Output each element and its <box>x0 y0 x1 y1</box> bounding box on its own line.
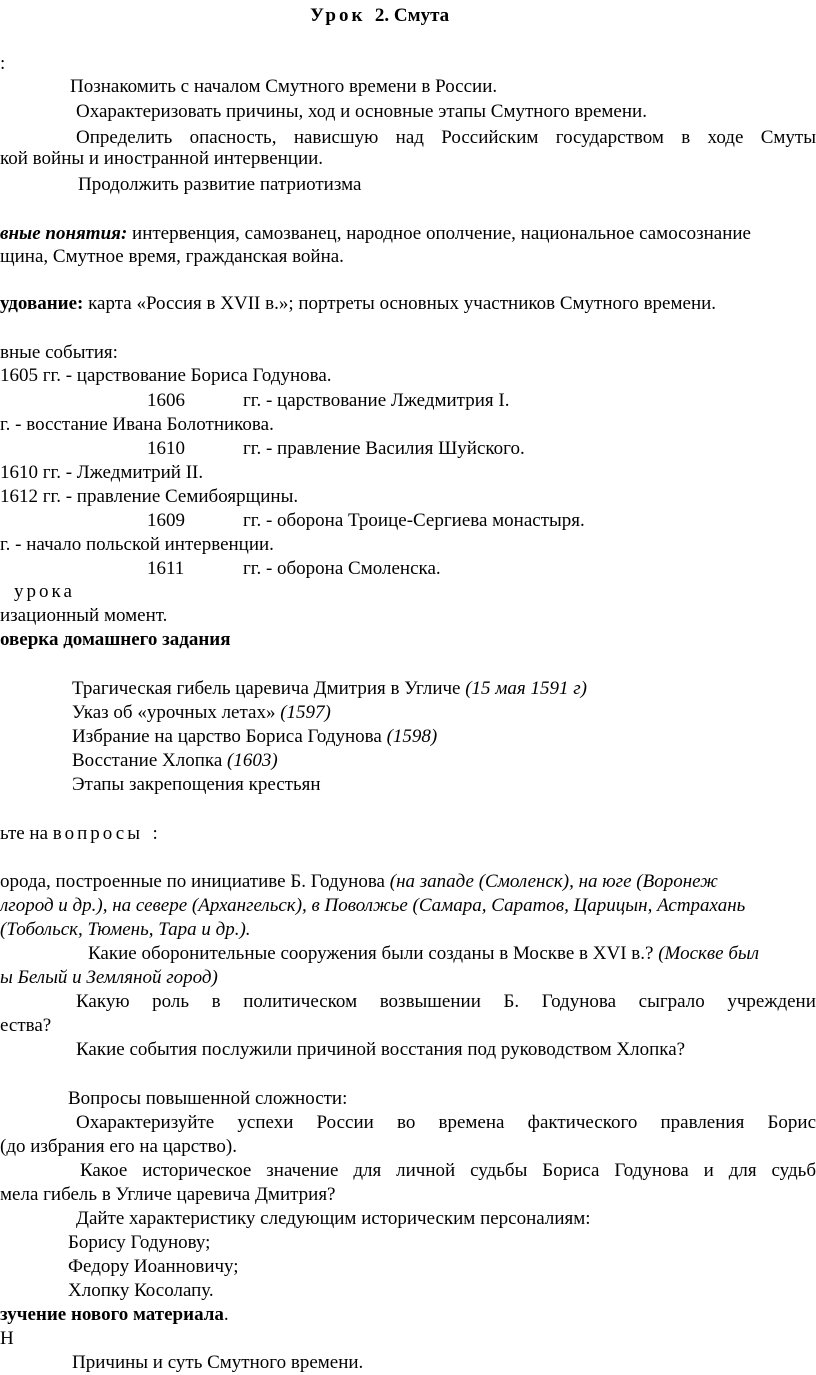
lesson-item-1: изационный момент. <box>0 605 168 626</box>
question-4: Какие события послужили причиной восстания под руководством Хлопка? <box>76 1039 686 1060</box>
homework-2: Указ об «урочных летах» (1597) <box>72 702 331 723</box>
advanced-question-2-line-2: мела гибель в Угличе царевича Дмитрия? <box>0 1184 336 1205</box>
word: Российским <box>441 127 539 148</box>
word: роль <box>152 991 190 1012</box>
word: Какое <box>80 1160 128 1181</box>
goals-label: : <box>0 53 6 74</box>
word: в <box>211 991 221 1012</box>
word: государством <box>555 127 664 148</box>
events-heading: вные события: <box>0 342 118 363</box>
advanced-question-2 <box>80 1159 816 1183</box>
event-1: 1605 гг. - царствование Бориса Годунова. <box>0 365 332 386</box>
word: Какую <box>76 991 130 1012</box>
event-3: г. - восстание Ивана Болотникова. <box>0 414 274 435</box>
event-4-text: гг. - правление Василия Шуйского. <box>243 438 525 459</box>
advanced-question-1-line-2: (до избрания его на царство). <box>0 1136 237 1157</box>
word: нависшую <box>293 127 379 148</box>
word: времена <box>438 1112 505 1133</box>
word: Б. <box>503 991 520 1012</box>
question-3 <box>76 990 816 1014</box>
word: фактического <box>527 1112 638 1133</box>
word: опасность, <box>189 127 277 148</box>
word: Смуты <box>760 127 816 148</box>
word: Годунова <box>541 991 617 1012</box>
advanced-question-1 <box>76 1111 816 1135</box>
word: Определить <box>76 127 173 148</box>
word: успехи <box>237 1112 294 1133</box>
homework-4: Восстание Хлопка (1603) <box>72 750 278 771</box>
event-9-year: 1611 <box>147 558 185 579</box>
goal-4: Продолжить развитие патриотизма <box>78 174 362 195</box>
word: над <box>395 127 424 148</box>
lesson-heading: урока <box>14 581 75 602</box>
homework-1: Трагическая гибель царевича Дмитрия в Угличе (15 мая 1591 г) <box>72 678 588 699</box>
question-2: Какие оборонительные сооружения были созданы в Москве в XVI в.? (Москве был <box>88 943 760 964</box>
question-1-line-1: орода, построенные по инициативе Б. Годунова (на западе (Смоленск), на юге (Воронеж <box>0 871 718 892</box>
question-2-line-2: ы Белый и Земляной город) <box>0 967 218 988</box>
word: и <box>703 1160 714 1181</box>
word: политическом <box>243 991 358 1012</box>
new-material-item-1: Причины и суть Смутного времени. <box>72 1352 364 1373</box>
word: Борис <box>767 1112 816 1133</box>
word: России <box>316 1112 374 1133</box>
questions-heading: ьте на вопросы : <box>0 823 158 844</box>
word: судьб <box>771 1160 816 1181</box>
word: ходе <box>707 127 744 148</box>
page-title: Урок 2. Смута <box>310 5 450 26</box>
homework-3: Избрание на царство Бориса Годунова (1598) <box>72 726 438 747</box>
advanced-question-3: Дайте характеристику следующим историческим персоналиям: <box>76 1208 591 1229</box>
word: Бориса <box>542 1160 600 1181</box>
word: учреждени <box>727 991 816 1012</box>
question-1-line-2: лгород и др.), на севере (Архангельск), в Поволжье (Самара, Саратов, Царицын, Астрахань <box>0 895 746 916</box>
event-2-year: 1606 <box>147 390 185 411</box>
person-1: Борису Годунову; <box>68 1232 211 1253</box>
word: личной <box>396 1160 456 1181</box>
question-3-line-2: ества? <box>0 1015 52 1036</box>
goal-3-cont: кой войны и иностранной интервенции. <box>0 148 324 169</box>
word: историческое <box>142 1160 252 1181</box>
new-material-heading: зучение нового материала. <box>0 1304 229 1325</box>
event-7-text: гг. - оборона Троице-Сергиева монастыря. <box>243 510 585 531</box>
word: возвышении <box>379 991 481 1012</box>
word: Годунова <box>614 1160 689 1181</box>
event-9-text: гг. - оборона Смоленска. <box>243 558 441 579</box>
event-4-year: 1610 <box>147 438 185 459</box>
goal-1: Познакомить с началом Смутного времени в России. <box>70 76 498 97</box>
event-7-year: 1609 <box>147 510 185 531</box>
equipment: удование: карта «Россия в XVII в.»; портреты основных участников Смутного времени. <box>0 293 717 314</box>
advanced-heading: Вопросы повышенной сложности: <box>68 1088 348 1109</box>
word: Охарактеризуйте <box>76 1112 215 1133</box>
person-3: Хлопку Косолапу. <box>68 1280 214 1301</box>
event-5: 1610 гг. - Лжедмитрий II. <box>0 462 204 483</box>
word: сыграло <box>638 991 705 1012</box>
concepts-line-2: щина, Смутное время, гражданская война. <box>0 246 344 267</box>
word: для <box>353 1160 382 1181</box>
question-1-line-3: (Тобольск, Тюмень, Тара и др.). <box>0 919 251 940</box>
event-6: 1612 гг. - правление Семибоярщины. <box>0 486 299 507</box>
homework-5: Этапы закрепощения крестьян <box>72 774 321 795</box>
event-2-text: гг. - царствование Лжедмитрия I. <box>243 390 510 411</box>
event-8: г. - начало польской интервенции. <box>0 534 274 555</box>
concepts-line-1: вные понятия: интервенция, самозванец, народное ополчение, национальное самосознание <box>0 223 751 244</box>
person-2: Федору Иоанновичу; <box>68 1256 239 1277</box>
word: судьбы <box>470 1160 528 1181</box>
word: во <box>396 1112 416 1133</box>
word: значение <box>266 1160 339 1181</box>
word: для <box>728 1160 757 1181</box>
word: правления <box>660 1112 745 1133</box>
goal-2: Охарактеризовать причины, ход и основные этапы Смутного времени. <box>76 101 647 122</box>
lesson-item-2: оверка домашнего задания <box>0 629 231 650</box>
new-material-sub: Н <box>0 1328 14 1349</box>
word: в <box>681 127 691 148</box>
